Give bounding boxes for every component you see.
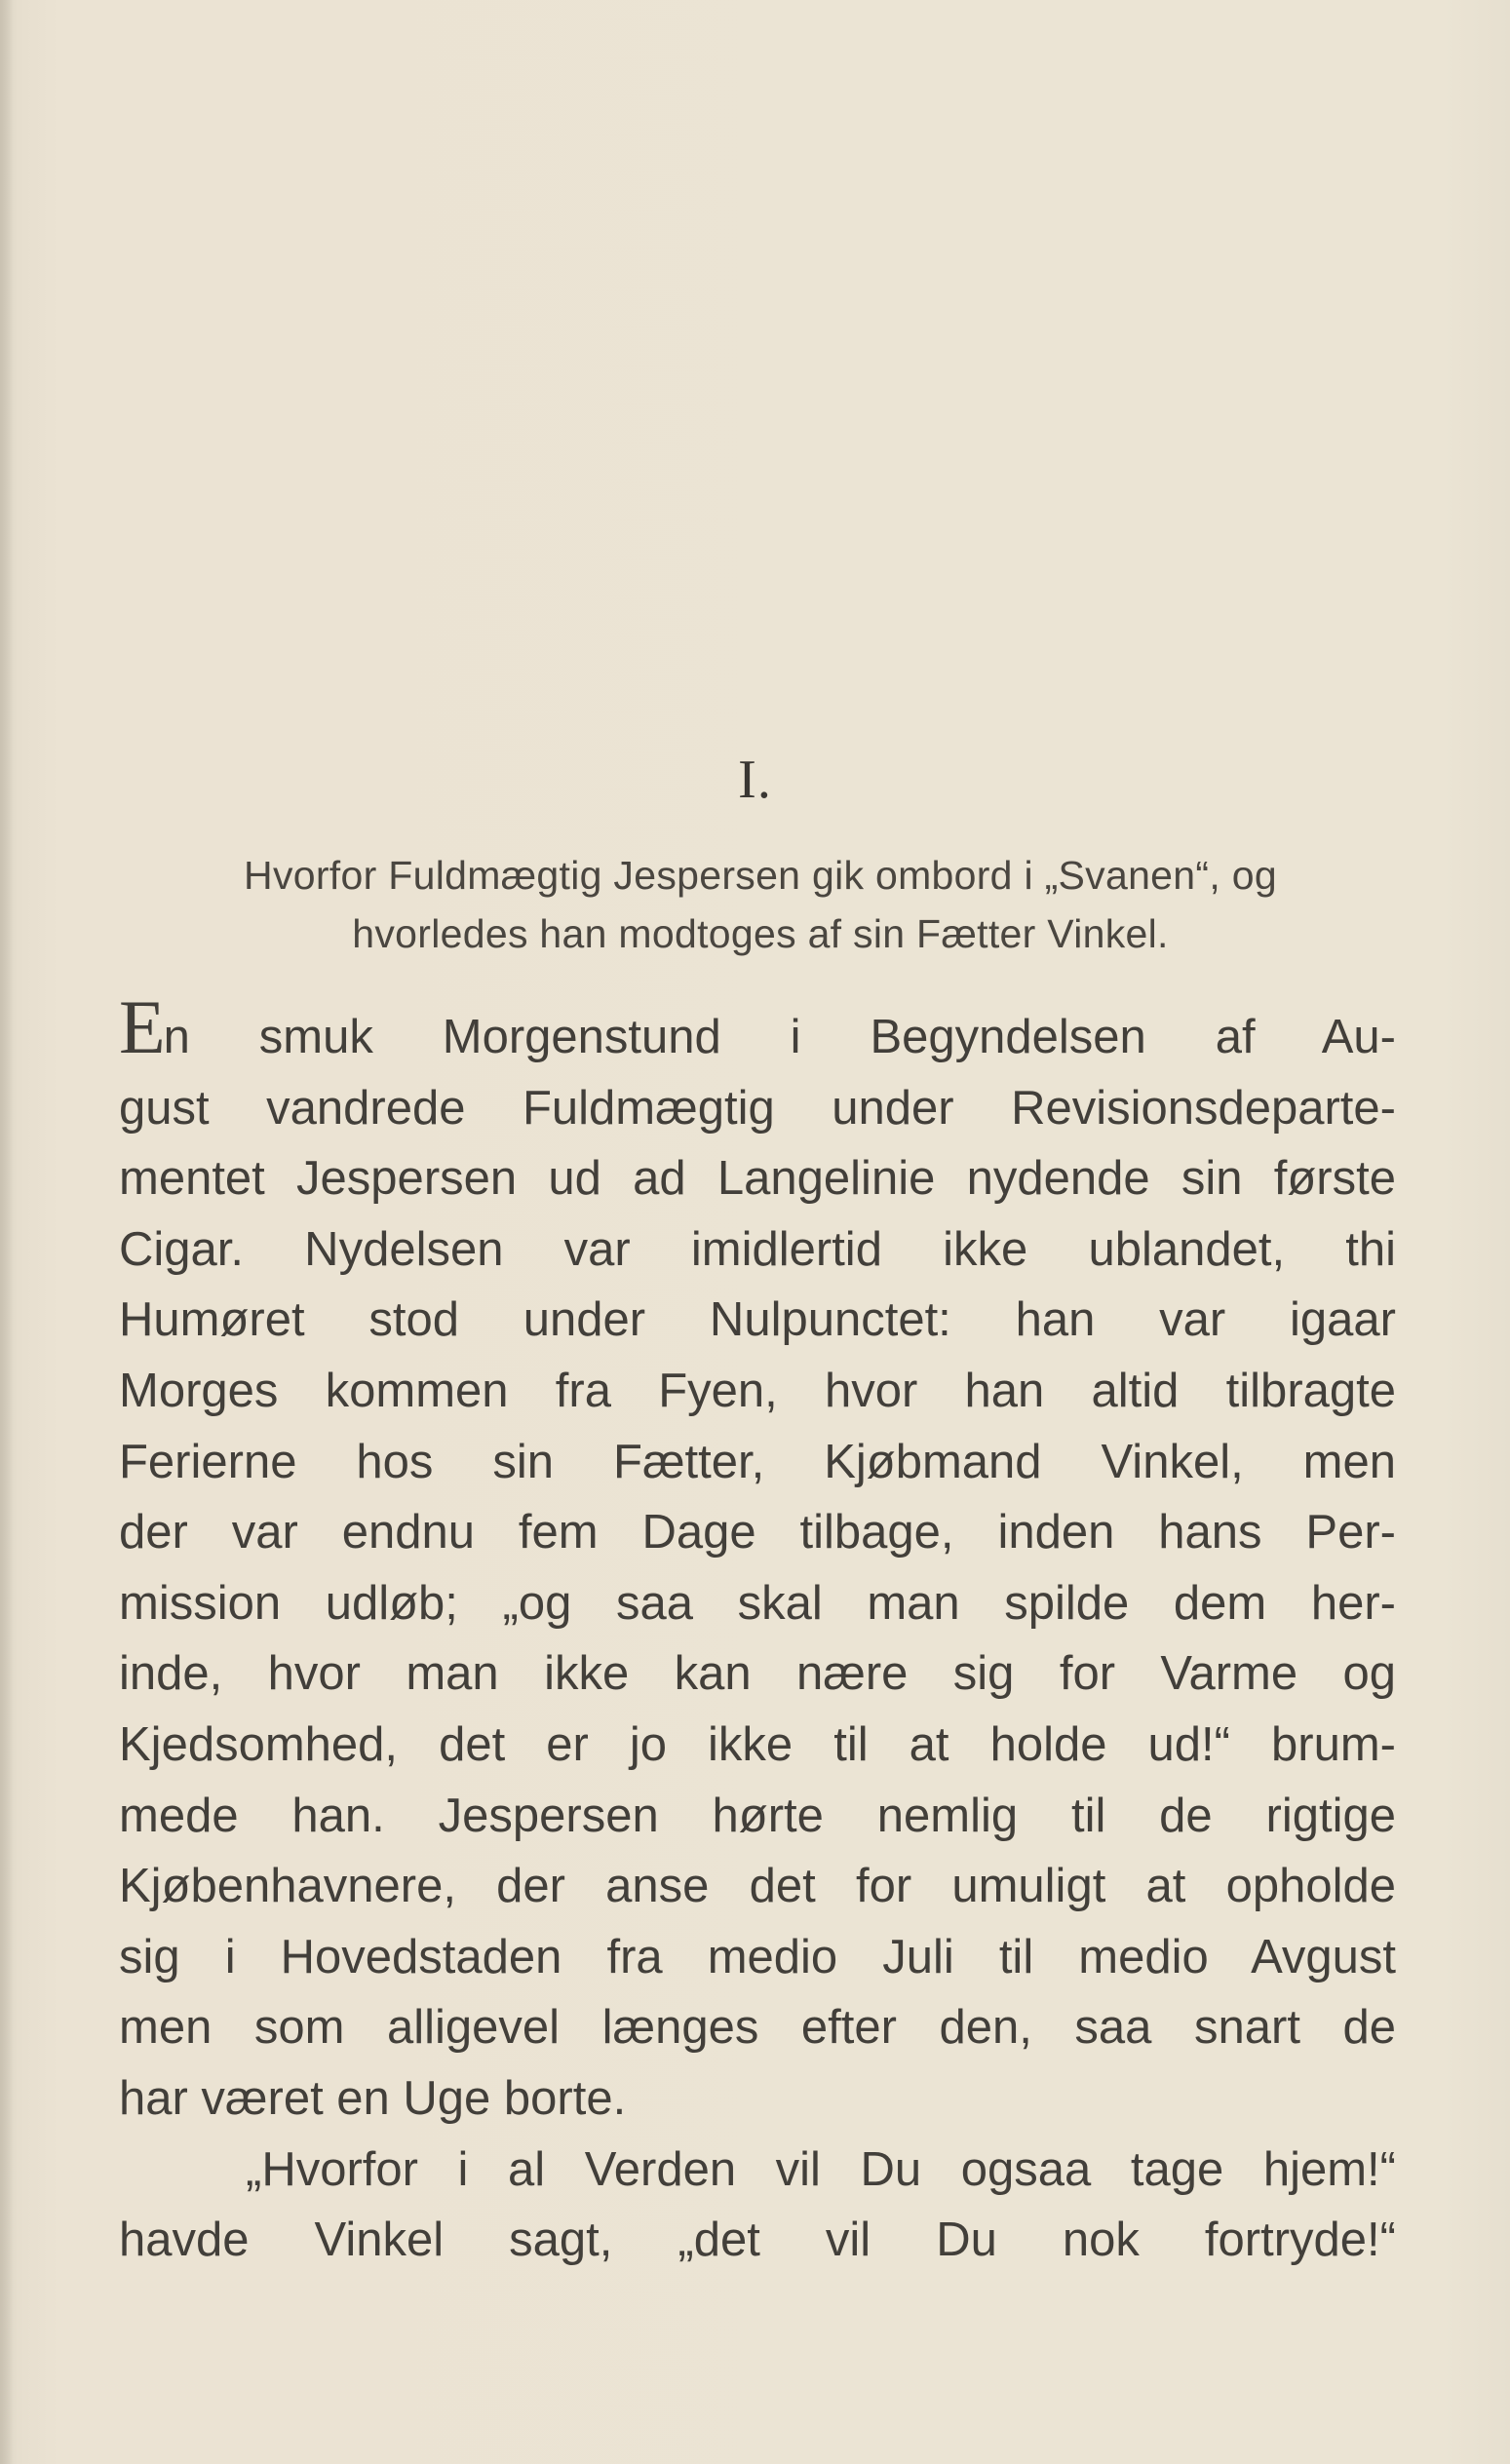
body-line: havde Vinkel sagt, „det vil Du nok fortryde!“	[119, 2214, 1396, 2267]
body-line: gust vandrede Fuldmægtig under Revisionsdeparte-	[119, 1081, 1396, 1135]
body-line-paragraph-end: har været en Uge borte.	[119, 2071, 627, 2125]
body-line: der var endnu fem Dage tilbage, inden hans Per-	[119, 1506, 1396, 1559]
body-line: men som alligevel længes efter den, saa snart de	[119, 2001, 1396, 2055]
body-line-first	[119, 984, 1396, 1073]
body-line: Humøret stod under Nulpunctet: han var igaar	[119, 1293, 1396, 1347]
body-line: Ferierne hos sin Fætter, Kjøbmand Vinkel, men	[119, 1435, 1396, 1488]
body-line: mission udløb; „og saa skal man spilde dem her-	[119, 1576, 1396, 1630]
body-line: Cigar. Nydelsen var imidlertid ikke ublandet, thi	[119, 1222, 1396, 1276]
body-line: inde, hvor man ikke kan nære sig for Varme og	[119, 1647, 1396, 1701]
drop-cap: E	[119, 984, 164, 1069]
body-line: Morges kommen fra Fyen, hvor han altid tilbragte	[119, 1364, 1396, 1417]
body-line-indented: „Hvorfor i al Verden vil Du ogsaa tage hjem!“	[246, 2142, 1396, 2196]
body-line: mentet Jespersen ud ad Langelinie nydende sin første	[119, 1152, 1396, 1206]
body-line: sig i Hovedstaden fra medio Juli til medio Avgust	[119, 1930, 1396, 1983]
body-line: Kjøbenhavnere, der anse det for umuligt at opholde	[119, 1860, 1396, 1913]
first-line-text: n smuk Morgenstund i Begyndelsen af Au-	[163, 1011, 1396, 1063]
page-edge-shadow	[0, 0, 14, 2464]
body-line: mede han. Jespersen hørte nemlig til de rigtige	[119, 1789, 1396, 1842]
body-line: Kjedsomhed, det er jo ikke til at holde ud!“ brum-	[119, 1717, 1396, 1771]
chapter-title	[136, 846, 1384, 963]
chapter-title-line: Hvorfor Fuldmægtig Jespersen gik ombord i „Svanen“, og	[244, 853, 1277, 898]
chapter-number: I.	[738, 750, 772, 810]
body-text	[119, 984, 1396, 2276]
chapter-title-line: hvorledes han modtoges af sin Fætter Vinkel.	[352, 911, 1169, 956]
